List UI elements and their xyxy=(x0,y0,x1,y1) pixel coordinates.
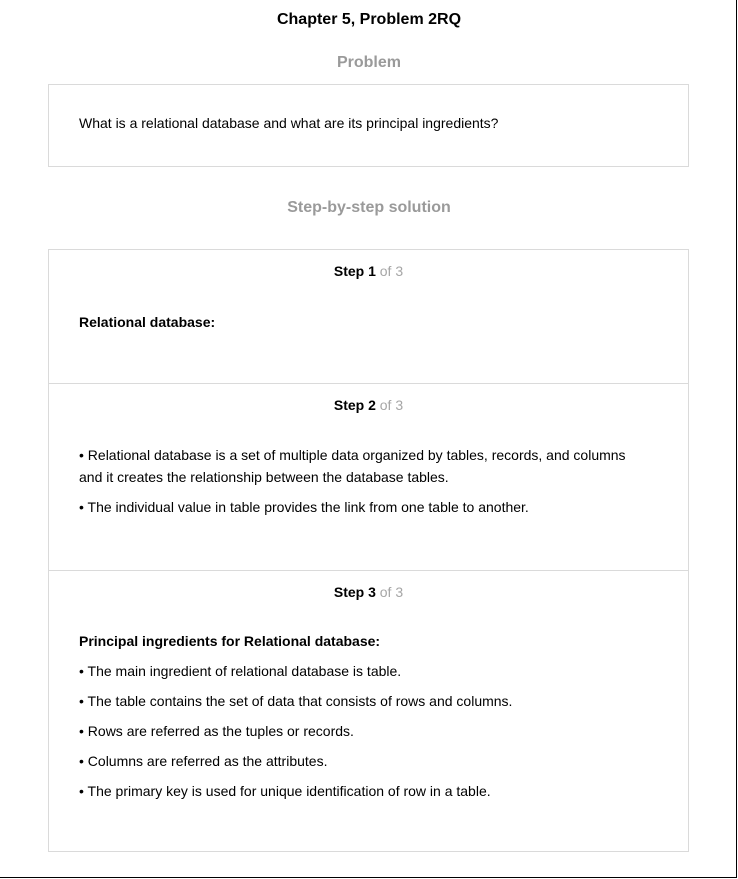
step-2-line-2: • The individual value in table provides the link from one table to another. xyxy=(79,499,529,515)
step-1-header xyxy=(49,263,688,279)
problem-heading: Problem xyxy=(336,54,401,71)
step-2-line-1: • Relational database is a set of multiple data organized by tables, records, and columns and it creates the relationship between the database tables. xyxy=(79,447,626,485)
page-title: Chapter 5, Problem 2RQ xyxy=(276,11,462,28)
step-1-body xyxy=(79,311,649,341)
step-2-label: Step 2 xyxy=(333,397,376,413)
solution-steps-card xyxy=(48,249,689,852)
solution-heading: Step-by-step solution xyxy=(287,199,451,216)
step-2-body xyxy=(79,444,649,526)
step-3-line-4: • Rows are referred as the tuples or records. xyxy=(79,723,354,739)
step-2 xyxy=(49,383,688,570)
problem-card xyxy=(48,84,689,167)
step-3-line-3: • The table contains the set of data that consists of rows and columns. xyxy=(79,693,513,709)
step-3-header xyxy=(49,584,688,600)
step-3-body xyxy=(79,630,649,810)
step-3-line-1: Principal ingredients for Relational database: xyxy=(79,633,381,649)
step-1-count: of 3 xyxy=(375,263,404,279)
step-3-count: of 3 xyxy=(375,584,404,600)
step-1-line-1: Relational database: xyxy=(79,314,216,330)
step-1 xyxy=(49,250,688,383)
step-2-header xyxy=(49,397,688,413)
step-1-label: Step 1 xyxy=(333,263,376,279)
step-3-label: Step 3 xyxy=(333,584,376,600)
step-3 xyxy=(49,570,688,852)
step-3-line-5: • Columns are referred as the attributes. xyxy=(79,753,328,769)
step-2-count: of 3 xyxy=(375,397,404,413)
problem-text: What is a relational database and what are its principal ingredients? xyxy=(79,115,499,131)
step-3-line-2: • The main ingredient of relational database is table. xyxy=(79,663,402,679)
step-3-line-6: • The primary key is used for unique identification of row in a table. xyxy=(79,783,491,799)
